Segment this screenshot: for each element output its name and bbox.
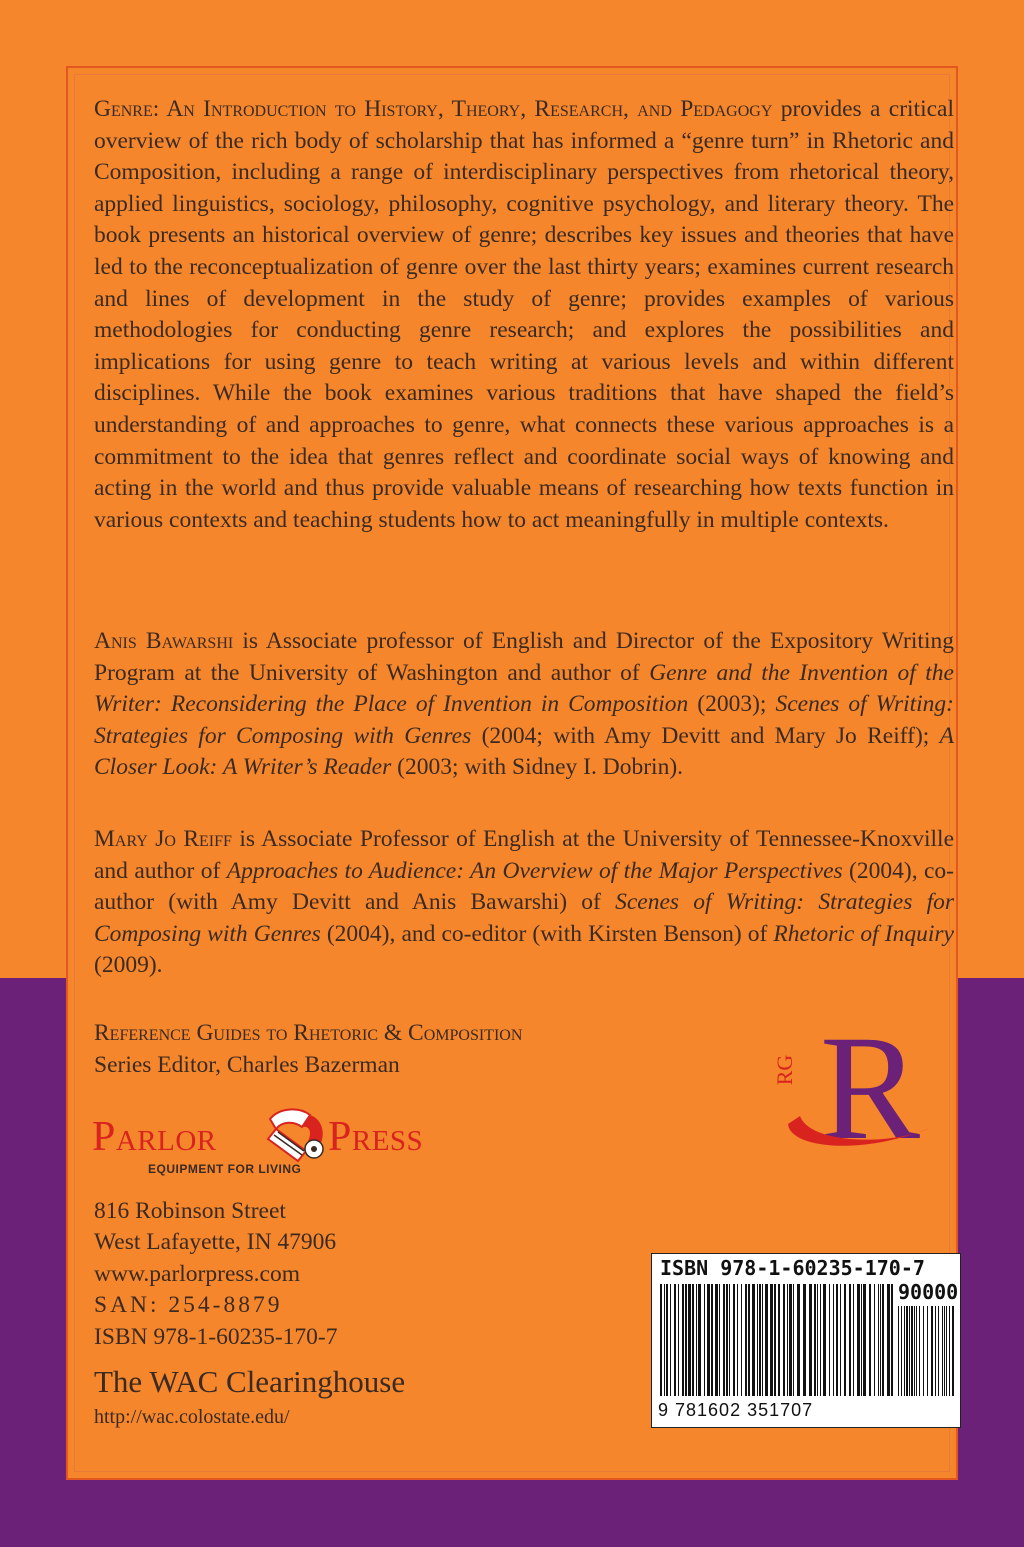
book-reference: Approaches to Audience: An Overview of the Major Perspectives	[226, 857, 843, 884]
publisher-website: www.parlorpress.com	[94, 1260, 301, 1287]
bio-text: (2009).	[94, 952, 163, 979]
book-reference: Genre and the Invention of the Writer: Reconsidering the Place of Invention in Composition	[94, 659, 954, 718]
rg-big-letter: R	[819, 1020, 921, 1160]
address-line-1: 816 Robinson Street	[94, 1198, 286, 1224]
bio-reiff	[94, 824, 954, 982]
publisher-san: SAN: 254-8879	[94, 1292, 283, 1319]
rg-series-logo	[770, 1020, 970, 1160]
book-reference: Scenes of Writing: Strategies for Composing with Genres	[94, 889, 954, 947]
bio-text: (2004), and co-editor (with Kirsten Benson) of	[320, 920, 774, 947]
bio-text: (2004), co-author (with Amy Devitt and Anis Bawarshi) of	[94, 857, 954, 916]
wac-clearinghouse-name: The WAC Clearinghouse	[94, 1364, 406, 1399]
parlor-press-logo	[92, 1105, 472, 1183]
bio-text: is Associate professor of English and Director of the Expository Writing Program at the University of Washington and author of	[94, 628, 954, 686]
barcode-ean-digits: 9 781602 351707	[658, 1400, 814, 1420]
isbn-barcode	[651, 1253, 961, 1428]
publisher-address	[94, 1196, 337, 1353]
bio-bawarshi	[94, 626, 954, 784]
barcode-price-code: 90000	[898, 1280, 959, 1304]
book-reference: Scenes of Writing: Strategies for Composing with Genres	[94, 691, 955, 749]
publisher-tagline: EQUIPMENT FOR LIVING	[148, 1162, 302, 1176]
barcode-bars	[660, 1284, 956, 1400]
description-body: provides a critical overview of the rich body of scholarship that has informed a “genre turn” in Rhetoric and Composition, including a range of interdisciplinary perspectives from rhetorical theory, applied linguistics, sociology, philosophy, cognitive psychology, and literary theory. The book presents an historical overview of genre; describes key issues and theories that have led to the reconceptualization of genre over the last thirty years; examines current research and lines of development in the study of genre; provides examples of various methodologies for conducting genre research; and explores the possibilities and implications for using genre to teach writing at various levels and within different disciplines. While the book examines various traditions that have shaped the field’s understanding of and approaches to genre, what connects these various approaches is a commitment to the idea that genres reflect and coordinate social ways of knowing and acting in the world and thus provide valuable means of researching how texts function in various contexts and teaching students how to act meaningfully in multiple contexts.	[94, 96, 955, 533]
book-description	[94, 94, 954, 536]
book-title: Genre: An Introduction to History, Theory, Research, and Pedagogy	[94, 96, 773, 122]
bio-text: is Associate Professor of English at the University of Tennessee-Knoxville and author of	[94, 826, 954, 884]
book-reference: A Closer Look: A Writer’s Reader	[94, 722, 954, 781]
barcode-isbn-label: ISBN 978-1-60235-170-7	[660, 1256, 925, 1280]
book-reference: Rhetoric of Inquiry	[773, 920, 954, 947]
address-line-2: West Lafayette, IN 47906	[94, 1229, 337, 1256]
press-word: Press	[328, 1114, 424, 1160]
series-name: Reference Guides to Rhetoric & Composition	[94, 1020, 523, 1046]
printing-press-icon	[262, 1105, 332, 1167]
author-name-reiff: Mary Jo Reiff	[94, 826, 232, 852]
bio-text: (2003; with Sidney I. Dobrin).	[391, 754, 684, 781]
rg-small-letters: RG	[772, 1054, 797, 1086]
series-editor: Series Editor, Charles Bazerman	[94, 1051, 400, 1078]
series-info	[94, 1018, 522, 1081]
parlor-word: Parlor	[92, 1114, 217, 1160]
wac-clearinghouse-url: http://wac.colostate.edu/	[94, 1406, 290, 1428]
author-name-bawarshi: Anis Bawarshi	[94, 628, 234, 654]
bio-text: (2004; with Amy Devitt and Mary Jo Reiff);	[471, 722, 940, 749]
bio-text: (2003);	[688, 691, 776, 718]
publisher-isbn: ISBN 978-1-60235-170-7	[94, 1323, 338, 1350]
